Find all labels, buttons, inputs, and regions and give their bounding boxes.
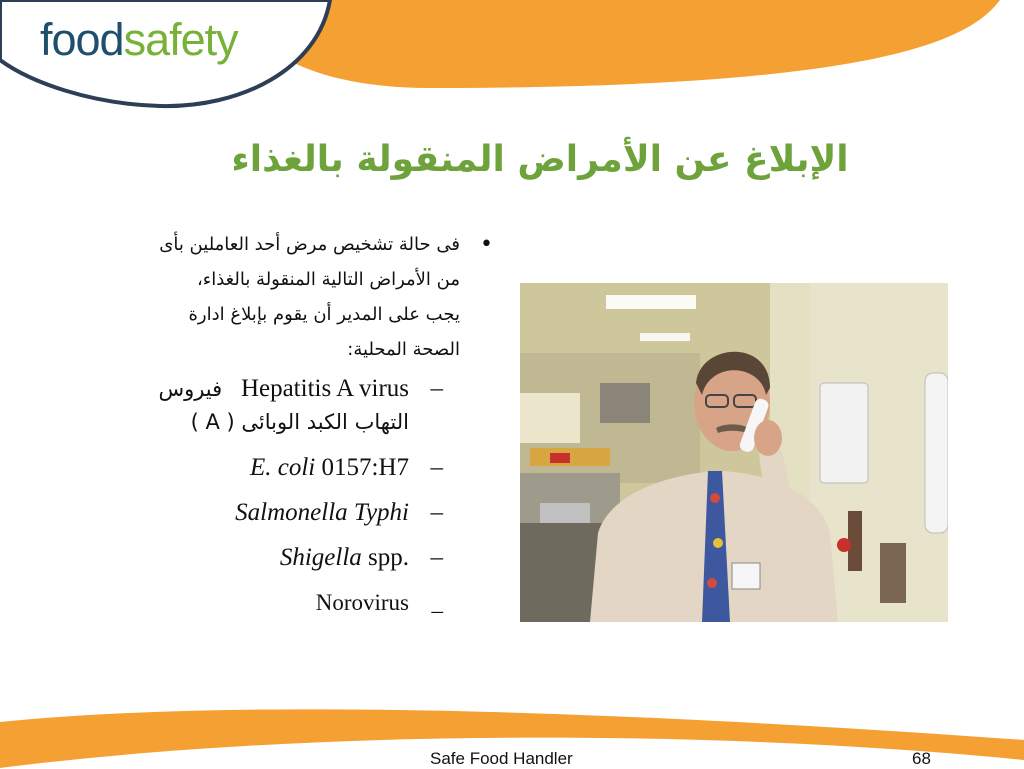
footer-text: Safe Food Handler [430, 749, 573, 768]
bullet-dot: • [480, 232, 493, 257]
hepatitis-arabic-2: التهاب الكبد الوبائى ( A ) [190, 410, 409, 434]
list-item-shigella [60, 541, 445, 574]
photo-manager-on-phone [520, 283, 948, 622]
logo-food-text: food [40, 14, 124, 65]
hepatitis-english: Hepatitis A virus [240, 375, 409, 402]
hepatitis-arabic-1: فيروس [158, 377, 223, 401]
page-number: 68 [912, 749, 931, 768]
bullet-line-1: فى حالة تشخيص مرض أحد العاملين بأى [159, 234, 460, 255]
ecoli-italic: E. coli [249, 454, 316, 481]
shigella-rest: spp. [368, 544, 409, 571]
list-item-norovirus [60, 586, 445, 619]
bullet-text [60, 227, 460, 367]
slide-title: الإبلاغ عن الأمراض المنقولة بالغذاء [231, 139, 849, 180]
shigella-italic: Shigella [279, 544, 362, 571]
dash-marker: _ [431, 590, 443, 615]
dash-marker: – [430, 375, 443, 402]
bullet-line-3: يجب على المدير أن يقوم بإبلاغ ادارة [188, 304, 460, 325]
salmonella-text: Salmonella Typhi [235, 499, 409, 526]
dash-marker: – [430, 544, 443, 571]
norovirus-text: Norovirus [315, 590, 409, 615]
foodsafety-logo [40, 14, 238, 66]
top-orange-swoosh [230, 0, 1000, 88]
bullet-line-4: الصحة المحلية: [347, 339, 460, 360]
logo-safety-text: safety [123, 14, 238, 65]
dash-marker: – [430, 499, 443, 526]
ecoli-rest: 0157:H7 [321, 454, 409, 481]
list-item-ecoli [60, 451, 445, 484]
list-item-hepatitis [60, 372, 445, 439]
disease-list [60, 372, 445, 631]
bullet-line-2: من الأمراض التالية المنقولة بالغذاء، [196, 269, 460, 290]
dash-marker: – [430, 454, 443, 481]
list-item-salmonella [60, 496, 445, 529]
photo-illustration [520, 283, 948, 622]
